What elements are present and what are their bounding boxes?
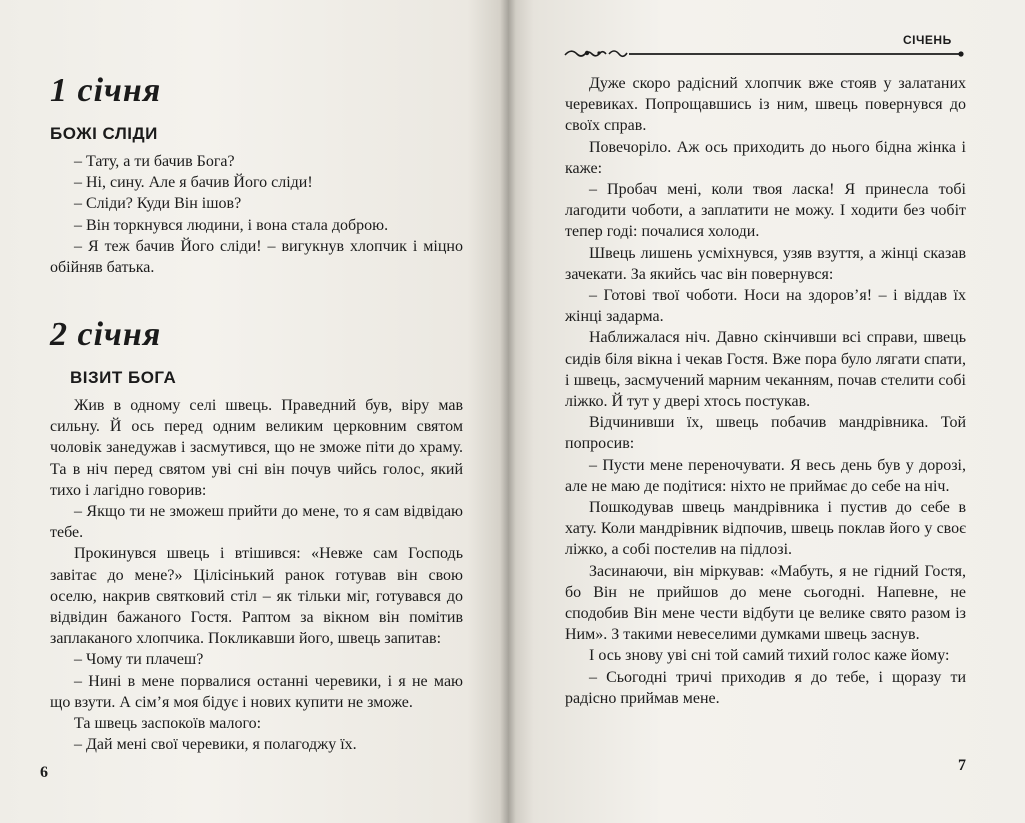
section-jan-1 [50,72,463,278]
paragraph: Повечоріло. Аж ось приходить до нього бідна жінка і каже: [565,138,966,177]
paragraph: – Він торкнувся людини, і вона стала доброю. [74,216,389,234]
right-page [508,0,1025,823]
running-head: СІЧЕНЬ [903,33,952,47]
paragraph: Прокинувся швець і втішився: «Невже сам Господь завітає до мене?» Цілісінький ранок готував він свою оселю, накрив святковий стіл – як тільки міг, готувався до відвідин бажаного Гостя. Раптом за вікном він помітив заплаканого хлопчика. Покликавши його, швець запитав: [50,545,463,648]
paragraph: І ось знову уві сні той самий тихий голос каже йому: [589,647,950,665]
story-title: БОЖІ СЛІДИ [50,124,158,143]
paragraph: – Ні, сину. Але я бачив Його сліди! [74,174,313,192]
paragraph: – Чому ти плачеш? [74,651,204,669]
date-heading: 1 січня [50,72,162,109]
paragraph: – Сьогодні тричі приходив я до тебе, і щоразу ти радісно приймав мене. [565,668,966,707]
book-gutter [500,0,516,823]
paragraph: Та швець заспокоїв малого: [74,715,262,733]
paragraph: – Якщо ти не зможеш прийти до мене, то я сам відвідаю тебе. [50,503,463,542]
paragraph: – Я теж бачив Його сліди! – вигукнув хлопчик і міцно обійняв батька. [50,237,463,277]
story-body [50,151,463,278]
paragraph: Дуже скоро радісний хлопчик вже стояв у залатаних черевиках. Попрощавшись із ним, швець повернувся до своїх справ. [565,75,966,135]
paragraph: Жив в одному селі швець. Праведний був, віру мав сильну. Й ось перед одним великим церковним святом чоловік занедужав і засмутився, що не зможе піти до храму. Та в ніч перед святом уві сні він почув чийсь голос, який тихо і лагідно говорив: [50,397,463,499]
page-number: 7 [958,757,966,774]
paragraph: – Нині в мене порвалися останні черевики, і я не маю що взути. А сім’я моя бідує і нових купити не зможе. [50,672,463,711]
paragraph: Відчинивши їх, швець побачив мандрівника. Той попросив: [565,414,966,453]
section-jan-2 [50,316,463,755]
page-number: 6 [40,764,48,781]
paragraph: – Дай мені свої черевики, я полагоджу їх. [74,736,357,754]
paragraph: Засинаючи, він міркував: «Мабуть, я не гідний Гостя, бо Він не прийшов до мене сьогодні. Напевне, не сподобив Він мене чести відбути це велике свято разом із Ним». З такими невеселими думками швець заснув. [565,562,966,644]
paragraph: – Пробач мені, коли твоя ласка! Я принесла тобі лагодити чоботи, а заплатити не можу. І ходити без чобіт тепер годі: почалися холоди. [565,181,966,241]
paragraph: – Сліди? Куди Він ішов? [74,195,242,213]
ornament-flourish-icon [563,46,965,60]
paragraph: Наближалася ніч. Давно скінчивши всі справи, швець сидів біля вікна і чекав Гостя. Вже пора було лягати спати, і швець, засмучений марним чеканням, почав стелити собі ліжко. Й тут у двері хтось постукав. [565,329,966,411]
date-heading: 2 січня [50,316,162,353]
paragraph: Швець лишень усміхнувся, узяв взуття, а жінці сказав зачекати. За якийсь час він повернувся: [565,244,966,283]
paragraph: – Тату, а ти бачив Бога? [74,153,235,170]
paragraph: – Пусти мене переночувати. Я весь день був у дорозі, але не маю де подітися: ніхто не приймає до себе на ніч. [565,456,966,495]
story-body [50,395,463,755]
paragraph: – Готові твої чоботи. Носи на здоров’я! – і віддав їх жінці задарма. [565,287,966,326]
story-title: ВІЗИТ БОГА [70,368,177,387]
left-page [0,0,508,823]
paragraph: Пошкодував швець мандрівника і пустив до себе в хату. Коли мандрівник відпочив, швець поклав його у своє ліжко, а собі постелив на підлозі. [565,499,966,559]
story-continuation [565,73,966,709]
